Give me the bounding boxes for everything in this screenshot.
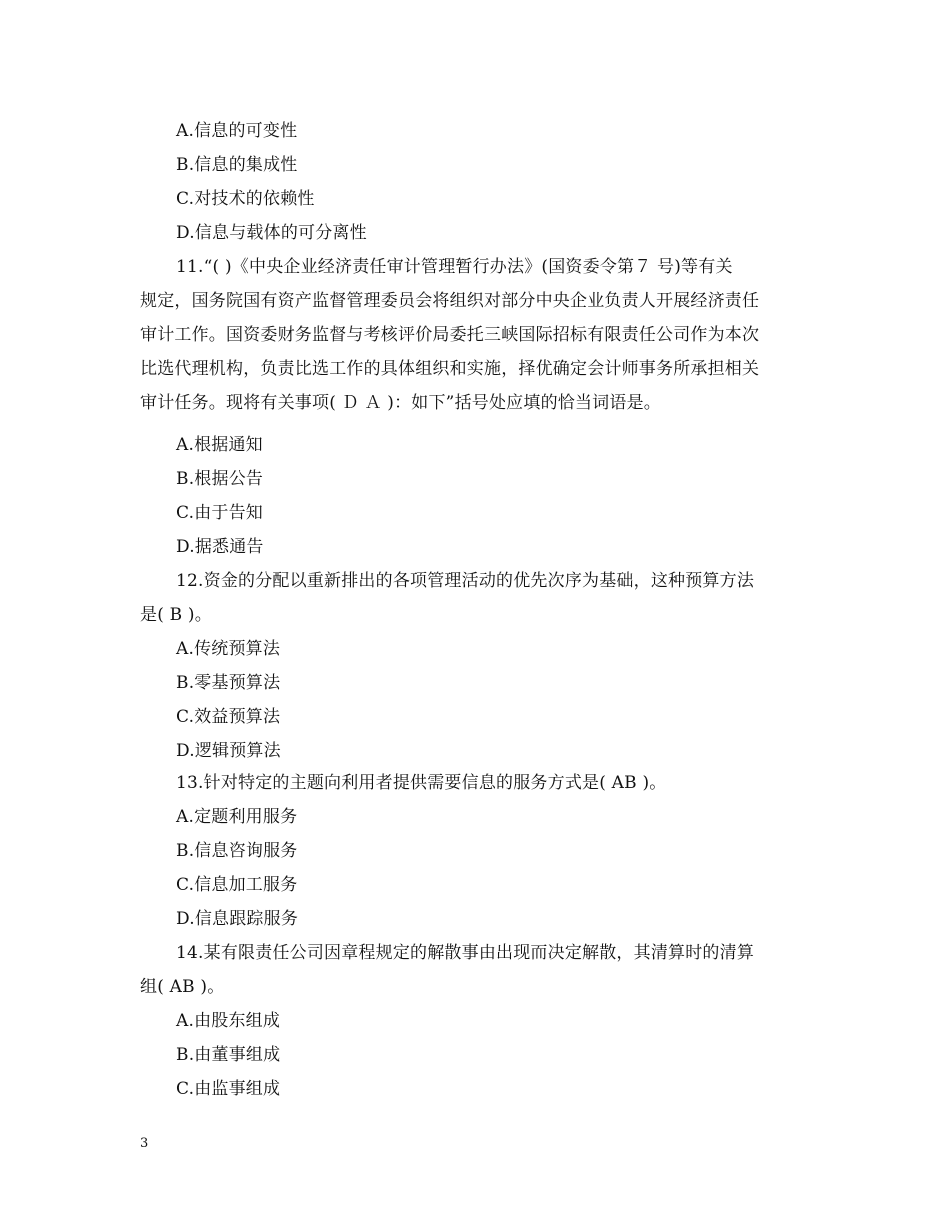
q12-option-a: A.传统预算法 <box>176 639 281 659</box>
q11-option-c: C.由于告知 <box>176 503 264 523</box>
q10-option-c: C.对技术的依赖性 <box>176 189 315 209</box>
page-number: 3 <box>140 1136 149 1151</box>
q13-option-a: A.定题利用服务 <box>176 807 298 827</box>
q14-option-a: A.由股东组成 <box>176 1011 281 1031</box>
q14-stem-line-2: 组( AB )。 <box>140 977 225 997</box>
q10-option-b: B.信息的集成性 <box>176 155 298 175</box>
q12-option-b: B.零基预算法 <box>176 673 281 693</box>
q12-stem-line-2: 是( B )。 <box>140 605 212 625</box>
q11-stem-line-4: 比选代理机构，负责比选工作的具体组织和实施，择优确定会计师事务所承担相关 <box>140 359 760 379</box>
q12-stem-line-1: 12.资金的分配以重新排出的各项管理活动的优先次序为基础，这种预算方法 <box>176 571 755 591</box>
q11-option-a: A.根据通知 <box>176 435 263 455</box>
q13-option-c: C.信息加工服务 <box>176 875 298 895</box>
q11-stem-line-2: 规定，国务院国有资产监督管理委员会将组织对部分中央企业负责人开展经济责任 <box>140 291 760 311</box>
q11-stem-line-1: 11.“( )《中央企业经济责任审计管理暂行办法》(国资委令第７ 号)等有关 <box>176 257 733 277</box>
q13-stem-line-1: 13.针对特定的主题向利用者提供需要信息的服务方式是( AB )。 <box>176 773 667 793</box>
q13-option-d: D.信息跟踪服务 <box>176 909 299 929</box>
q11-stem-line-5: 审计任务。现将有关事项( Ｄ Ａ )：如下”括号处应填的恰当词语是。 <box>140 393 661 413</box>
q14-option-b: B.由董事组成 <box>176 1045 281 1065</box>
q12-option-d: D.逻辑预算法 <box>176 741 281 761</box>
q12-option-c: C.效益预算法 <box>176 707 281 727</box>
q10-option-d: D.信息与载体的可分离性 <box>176 223 367 243</box>
q14-stem-line-1: 14.某有限责任公司因章程规定的解散事由出现而决定解散，其清算时的清算 <box>176 943 755 963</box>
q14-option-c: C.由监事组成 <box>176 1079 281 1099</box>
q11-option-d: D.据悉通告 <box>176 537 264 557</box>
q11-option-b: B.根据公告 <box>176 469 264 489</box>
q11-stem-line-3: 审计工作。国资委财务监督与考核评价局委托三峡国际招标有限责任公司作为本次 <box>140 325 760 345</box>
q10-option-a: A.信息的可变性 <box>176 121 298 141</box>
q13-option-b: B.信息咨询服务 <box>176 841 298 861</box>
